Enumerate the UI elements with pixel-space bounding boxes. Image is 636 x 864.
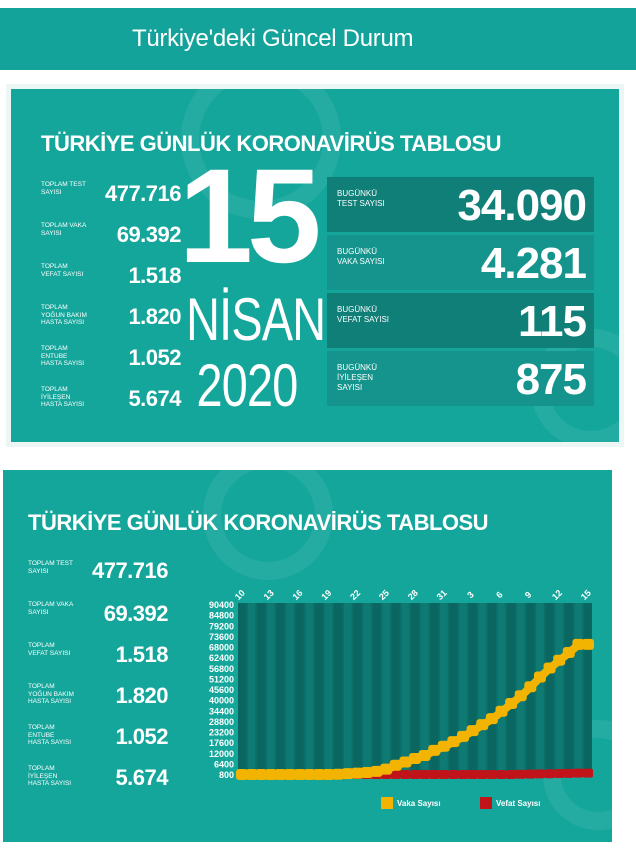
data-point-vaka (524, 681, 536, 692)
data-point-vefat (564, 769, 574, 778)
y-tick-label: 79200 (208, 621, 234, 632)
total-test (28, 560, 168, 596)
stat-value: 1.518 (128, 263, 181, 288)
daily-label: BUGÜNKÜ VAKA SAYISI (337, 247, 385, 266)
summary-panel (6, 84, 624, 447)
total-test (41, 181, 181, 217)
date-month: NİSAN (186, 286, 326, 353)
y-tick-label: 6400 (213, 759, 234, 770)
total-icu (28, 683, 168, 719)
stat-label: TOPLAM ENTUBE HASTA SAYISI (28, 724, 72, 746)
panel-title: TÜRKİYE GÜNLÜK KORONAVİRÜS TABLOSU (41, 131, 502, 156)
total-icu (41, 304, 181, 340)
daily-value: 4.281 (480, 239, 586, 288)
gridline (363, 603, 371, 777)
data-point-vefat (535, 769, 545, 778)
gridline (238, 603, 246, 777)
case-chart (198, 575, 598, 825)
x-tick-label: 28 (405, 587, 420, 602)
legend-label-vefat: Vefat Sayısı (496, 799, 541, 808)
page-title: Türkiye'deki Güncel Durum (132, 25, 414, 52)
total-recovered (28, 765, 168, 801)
data-point-vefat (468, 770, 478, 779)
chart-svg (198, 575, 598, 825)
gridline (575, 603, 583, 777)
gridline (354, 603, 362, 777)
y-tick-label: 51200 (208, 674, 234, 685)
gridline (277, 603, 285, 777)
date-day: 15 (178, 142, 316, 291)
gridline (296, 603, 304, 777)
daily-recovered-box (327, 351, 594, 406)
x-tick-label: 13 (261, 587, 276, 602)
legend-swatch-vefat (480, 797, 492, 809)
x-tick-label: 16 (290, 587, 305, 602)
daily-value: 115 (518, 297, 586, 346)
data-point-vefat (429, 770, 439, 779)
y-tick-label: 73600 (208, 631, 234, 642)
daily-value: 34.090 (457, 181, 586, 230)
x-tick-label: 31 (434, 587, 449, 602)
y-tick-label: 84800 (208, 610, 234, 621)
stat-value: 477.716 (104, 181, 181, 206)
daily-label: BUGÜNKÜ VEFAT SAYISI (337, 305, 390, 324)
page-header (0, 8, 636, 70)
data-point-vefat (400, 770, 410, 779)
gridline (450, 603, 458, 777)
stat-label: TOPLAM İYİLEŞEN HASTA SAYISI (28, 765, 72, 787)
daily-test-box (327, 177, 594, 232)
total-intubated (41, 345, 181, 381)
x-tick-label: 25 (376, 587, 392, 602)
y-tick-label: 23200 (208, 727, 234, 738)
data-point-vefat (545, 769, 555, 778)
gridline (248, 603, 256, 777)
stat-label: TOPLAM VAKA SAYISI (41, 222, 86, 237)
y-tick-label: 40000 (208, 695, 234, 706)
totals-list (41, 181, 186, 421)
daily-death-box (327, 293, 594, 348)
gridline (584, 603, 592, 777)
data-point-vefat (497, 770, 507, 779)
data-point-vefat (573, 769, 583, 778)
stat-value: 477.716 (91, 558, 168, 583)
x-tick-label: 9 (522, 589, 534, 601)
data-point-vefat (420, 770, 430, 779)
stat-label: TOPLAM YOĞUN BAKIM HASTA SAYISI (41, 304, 87, 326)
y-tick-label: 90400 (208, 600, 234, 610)
stat-label: TOPLAM ENTUBE HASTA SAYISI (41, 345, 85, 367)
gridline (411, 603, 419, 777)
gridline (315, 603, 323, 777)
data-point-vefat (516, 770, 526, 779)
data-point-vefat (458, 770, 468, 779)
gridline (334, 603, 342, 777)
daily-value: 875 (515, 355, 586, 404)
stat-value: 1.820 (115, 683, 168, 708)
y-tick-label: 12000 (208, 748, 234, 759)
gridline (546, 603, 554, 777)
x-tick-label: 6 (494, 589, 505, 601)
daily-case-box (327, 235, 594, 290)
total-case (41, 222, 181, 258)
totals-list (28, 560, 168, 810)
total-death (28, 642, 168, 678)
gridline (402, 603, 410, 777)
x-tick-label: 15 (578, 587, 593, 602)
data-point-vefat (525, 770, 535, 779)
gridline (469, 603, 477, 777)
data-point-vaka (582, 639, 594, 650)
gridline (488, 603, 496, 777)
data-point-vefat (439, 770, 449, 779)
total-recovered (41, 386, 181, 422)
data-point-vefat (410, 770, 420, 779)
daily-label: BUGÜNKÜ TEST SAYISI (337, 189, 385, 208)
gridline (257, 603, 265, 777)
gridline (325, 603, 333, 777)
gridline (555, 603, 563, 777)
gridline (478, 603, 486, 777)
stat-label: TOPLAM VEFAT SAYISI (28, 642, 71, 657)
gridline (382, 603, 390, 777)
data-point-vaka (515, 690, 527, 701)
y-tick-label: 56800 (208, 663, 234, 674)
stat-value: 1.518 (115, 642, 168, 667)
daily-label: BUGÜNKÜ İYİLEŞEN SAYISI (337, 363, 378, 392)
y-tick-label: 68000 (208, 642, 234, 653)
gridline (373, 603, 381, 777)
stat-label: TOPLAM İYİLEŞEN HASTA SAYISI (41, 386, 85, 408)
x-tick-label: 19 (319, 587, 334, 602)
data-point-vefat (506, 770, 516, 779)
y-tick-label: 800 (218, 770, 234, 780)
x-tick-label: 22 (348, 587, 363, 602)
y-tick-label: 34400 (208, 706, 234, 717)
data-point-vefat (477, 770, 487, 779)
stat-value: 1.820 (128, 304, 181, 329)
gridline (305, 603, 313, 777)
stat-value: 5.674 (128, 386, 181, 411)
gridline (392, 603, 400, 777)
stat-label: TOPLAM VAKA SAYISI (28, 601, 73, 616)
gridline (507, 603, 515, 777)
total-case (28, 601, 168, 637)
y-tick-label: 28800 (208, 716, 234, 727)
x-tick-label: 12 (549, 587, 565, 602)
y-tick-label: 45600 (208, 685, 234, 695)
stat-value: 1.052 (115, 724, 168, 749)
data-point-vaka (534, 672, 546, 683)
gridline (498, 603, 506, 777)
data-point-vefat (583, 769, 593, 778)
legend-label-vaka: Vaka Sayısı (397, 799, 441, 808)
total-death (41, 263, 181, 299)
gridline (267, 603, 275, 777)
stat-value: 1.052 (128, 345, 181, 370)
data-point-vefat (487, 770, 497, 779)
date-year: 2020 (196, 352, 298, 419)
data-point-vefat (448, 770, 458, 779)
y-tick-label: 62400 (208, 653, 234, 664)
legend-swatch-vaka (381, 797, 393, 809)
stat-value: 69.392 (116, 222, 181, 247)
stat-label: TOPLAM YOĞUN BAKIM HASTA SAYISI (28, 683, 74, 705)
y-tick-label: 17600 (208, 738, 234, 749)
gridline (286, 603, 294, 777)
gridline (536, 603, 544, 777)
panel-title: TÜRKİYE GÜNLÜK KORONAVİRÜS TABLOSU (28, 510, 489, 535)
stat-label: TOPLAM VEFAT SAYISI (41, 263, 84, 278)
gridline (565, 603, 573, 777)
gridline (459, 603, 467, 777)
chart-panel (3, 470, 612, 842)
stat-label: TOPLAM TEST SAYISI (28, 560, 73, 575)
x-tick-label: 3 (465, 589, 476, 601)
stat-label: TOPLAM TEST SAYISI (41, 181, 86, 196)
stat-value: 5.674 (115, 765, 168, 790)
x-tick-label: 10 (232, 587, 247, 602)
stat-value: 69.392 (103, 601, 168, 626)
data-point-vefat (554, 769, 564, 778)
total-intubated (28, 724, 168, 760)
gridline (344, 603, 352, 777)
